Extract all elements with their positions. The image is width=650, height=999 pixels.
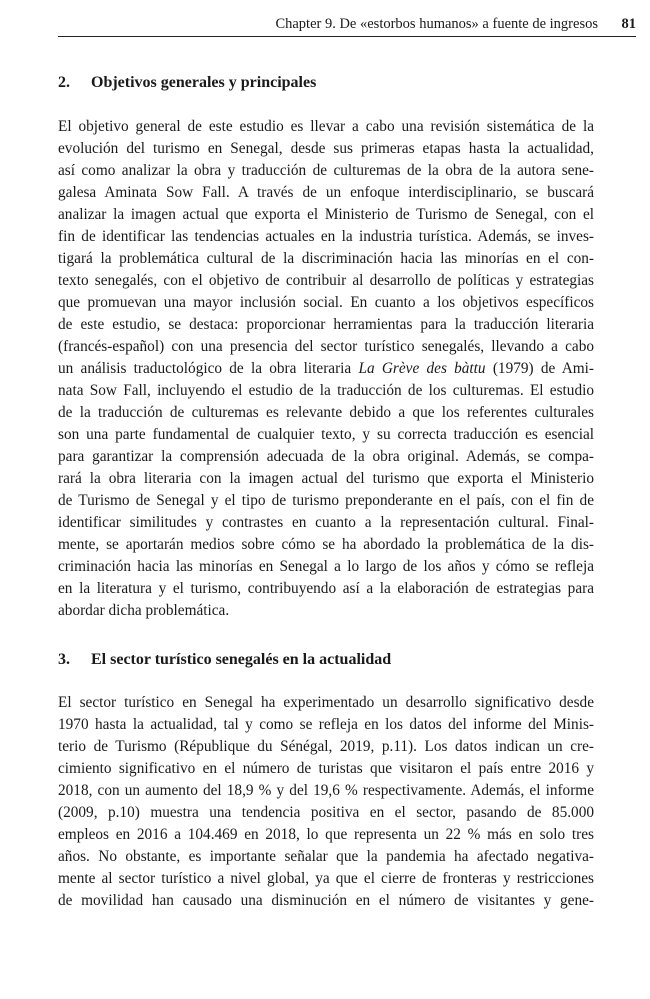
- running-title: Chapter 9. De «estorbos humanos» a fuente de ingresos: [275, 16, 598, 32]
- text-line: de la traducción de culturemas es relevante debido a que los referentes culturales: [58, 404, 594, 421]
- text-line: galesa Aminata Sow Fall. A través de un enfoque interdisciplinario, se buscará: [58, 184, 594, 201]
- text-line: (2009, p.10) muestra una tendencia positiva en el sector, pasando de 85.000: [58, 804, 594, 821]
- section-2-number: 2.: [58, 74, 70, 91]
- text-line: son una parte fundamental de cualquier texto, y su correcta traducción es esencial: [58, 426, 594, 443]
- text-line: rará la obra literaria con la imagen actual del turismo que exporta el Ministerio: [58, 470, 594, 487]
- text-line: años. No obstante, es importante señalar que la pandemia ha afectado negativa-: [58, 848, 594, 865]
- text-line: empleos en 2016 a 104.469 en 2018, lo que representa un 22 % más en solo tres: [58, 826, 594, 843]
- text-line: que promuevan una mayor inclusión social. En cuanto a los objetivos específicos: [58, 294, 594, 311]
- text-line: identificar similitudes y contrastes en cuanto a la representación cultural. Final-: [58, 514, 594, 531]
- section-2-heading: [58, 74, 316, 92]
- text-line: El sector turístico en Senegal ha experimentado un desarrollo significativo desde: [58, 694, 594, 711]
- text-line: mente al sector turístico a nivel global, ya que el cierre de fronteras y restricciones: [58, 870, 594, 887]
- book-title: La Grève des bàttu: [358, 360, 486, 377]
- text-line: de movilidad han causado una disminución en el número de visitantes y gene-: [58, 892, 594, 909]
- text-line: terio de Turismo (République du Sénégal, 2019, p.11). Los datos indican un cre-: [58, 738, 594, 755]
- section-3-title: El sector turístico senegalés en la actualidad: [91, 651, 392, 668]
- text-line: mente, se aportarán medios sobre cómo se ha abordado la problemática de la dis-: [58, 536, 594, 553]
- text-line: fin de identificar las tendencias actuales en la industria turística. Además, se inves-: [58, 228, 594, 245]
- text-line: tigará la problemática cultural de la discriminación hacia las minorías en el con-: [58, 250, 594, 267]
- text-line: analizar la imagen actual que exporta el Ministerio de Turismo de Senegal, con el: [58, 206, 594, 223]
- page-number: 81: [621, 16, 636, 32]
- text-line: (francés-español) con una presencia del sector turístico senegalés, llevando a cabo: [58, 338, 594, 355]
- text-line: en la literatura y el turismo, contribuyendo así a la elaboración de estrategias para: [58, 580, 594, 597]
- text-line: 2018, con un aumento del 18,9 % y del 19,6 % respectivamente. Además, el informe: [58, 782, 594, 799]
- text-line: El objetivo general de este estudio es llevar a cabo una revisión sistemática de la: [58, 118, 594, 135]
- line-text: un análisis traductológico de la obra literaria: [58, 360, 359, 377]
- text-line: cimiento significativo en el número de turistas que visitaron el país entre 2016 y: [58, 760, 594, 777]
- running-header: [58, 12, 636, 37]
- line-text: (1979) de Ami-: [485, 360, 594, 377]
- text-line: evolución del turismo en Senegal, desde sus primeras etapas hasta la actualidad,: [58, 140, 594, 157]
- text-line: 1970 hasta la actualidad, tal y como se refleja en los datos del informe del Minis-: [58, 716, 594, 733]
- text-line: criminación hacia las minorías en Senegal a lo largo de los años y cómo se refleja: [58, 558, 594, 575]
- section-2-title: Objetivos generales y principales: [91, 74, 317, 91]
- text-line: nata Sow Fall, incluyendo el estudio de la traducción de los culturemas. El estudio: [58, 382, 594, 399]
- text-line: para garantizar la comprensión adecuada de la obra original. Además, se compa-: [58, 448, 594, 465]
- section-3-heading: [58, 651, 391, 669]
- text-line: abordar dicha problemática.: [58, 602, 230, 619]
- text-line: texto senegalés, con el objetivo de contribuir al desarrollo de políticas y estrategias: [58, 272, 594, 289]
- text-line: así como analizar la obra y traducción de culturemas de la obra de la autora sene-: [58, 162, 594, 179]
- section-3-number: 3.: [58, 651, 70, 668]
- text-line: de Turismo de Senegal y el tipo de turismo preponderante en el país, con el fin de: [58, 492, 594, 509]
- text-line-with-book-title: [58, 358, 594, 380]
- text-line: de este estudio, se destaca: proporcionar herramientas para la traducción literaria: [58, 316, 594, 333]
